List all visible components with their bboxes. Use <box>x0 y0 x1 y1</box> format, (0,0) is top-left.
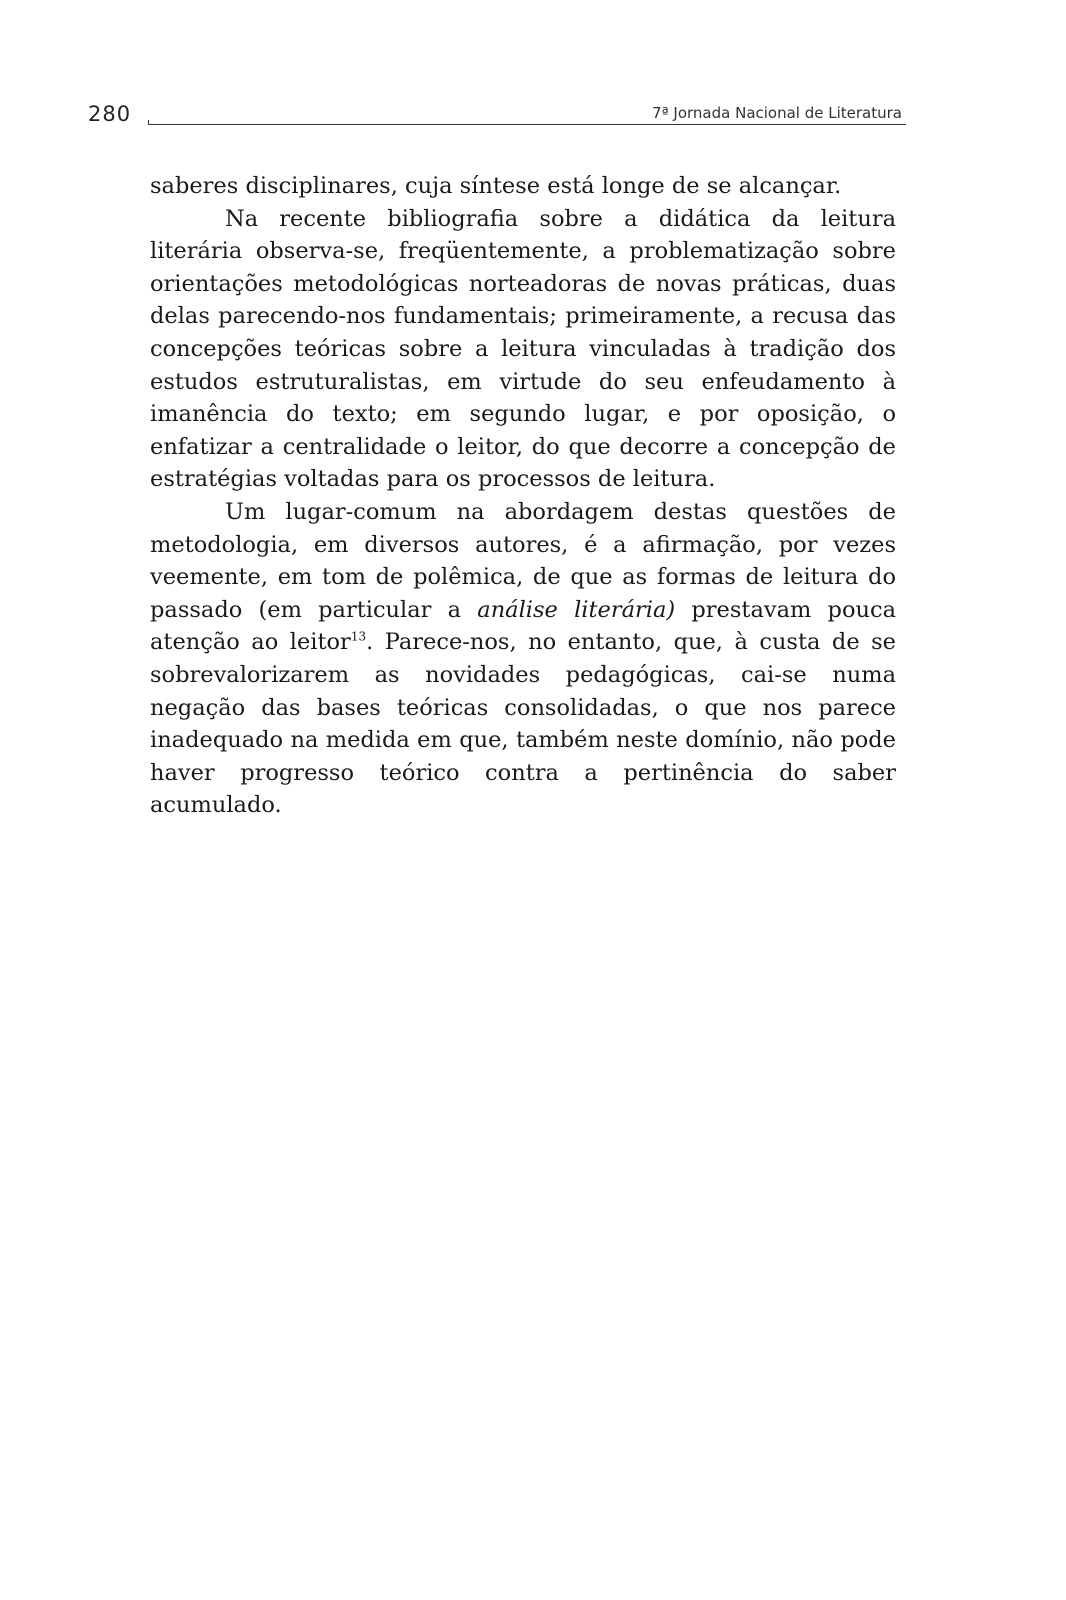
paragraph-2: Na recente bibliografia sobre a didática da leitura literária observa-se, freqüentemente, a problematização sobre orientações metodológicas norteadoras de novas práticas, duas delas parecendo-nos fundamentais; primeiramente, a recusa das concepções teóricas sobre a leitura vinculadas à tradição dos estudos estruturalistas, em virtude do seu enfeudamento à imanência do texto; em segundo lugar, e por oposição, o enfatizar a centralidade o leitor, do que decorre a concepção de estratégias voltadas para os processos de leitura. <box>150 205 896 493</box>
paragraph-3-part-2: prestavam pouca atenção ao leitor <box>150 596 896 656</box>
page-header <box>88 100 906 130</box>
footnote-reference: 13 <box>350 629 367 644</box>
italic-term: análise literária) <box>477 596 676 623</box>
running-title: 7ª Jornada Nacional de Literatura <box>652 104 902 122</box>
paragraph-1: saberes disciplinares, cuja síntese está longe de se alcançar. <box>150 173 842 199</box>
page-number: 280 <box>88 102 132 126</box>
paragraph-3-part-3: . Parece-nos, no entanto, que, à custa de se sobrevalorizarem as novidades pedagógicas, cai-se numa negação das bases teóricas consolidadas, o que nos parece inadequado na medida em que, também neste domínio, não pode haver progresso teórico contra a pertinência do saber acumulado. <box>150 629 896 819</box>
body-text <box>150 170 896 822</box>
paragraph-3 <box>150 496 896 822</box>
paragraph-3-part-1: Um lugar-comum na abordagem destas questões de metodologia, em diversos autores, é a afirmação, por vezes veemente, em tom de polêmica, de que as formas de leitura do passado (em particular a <box>150 498 896 623</box>
header-rule <box>148 124 906 125</box>
